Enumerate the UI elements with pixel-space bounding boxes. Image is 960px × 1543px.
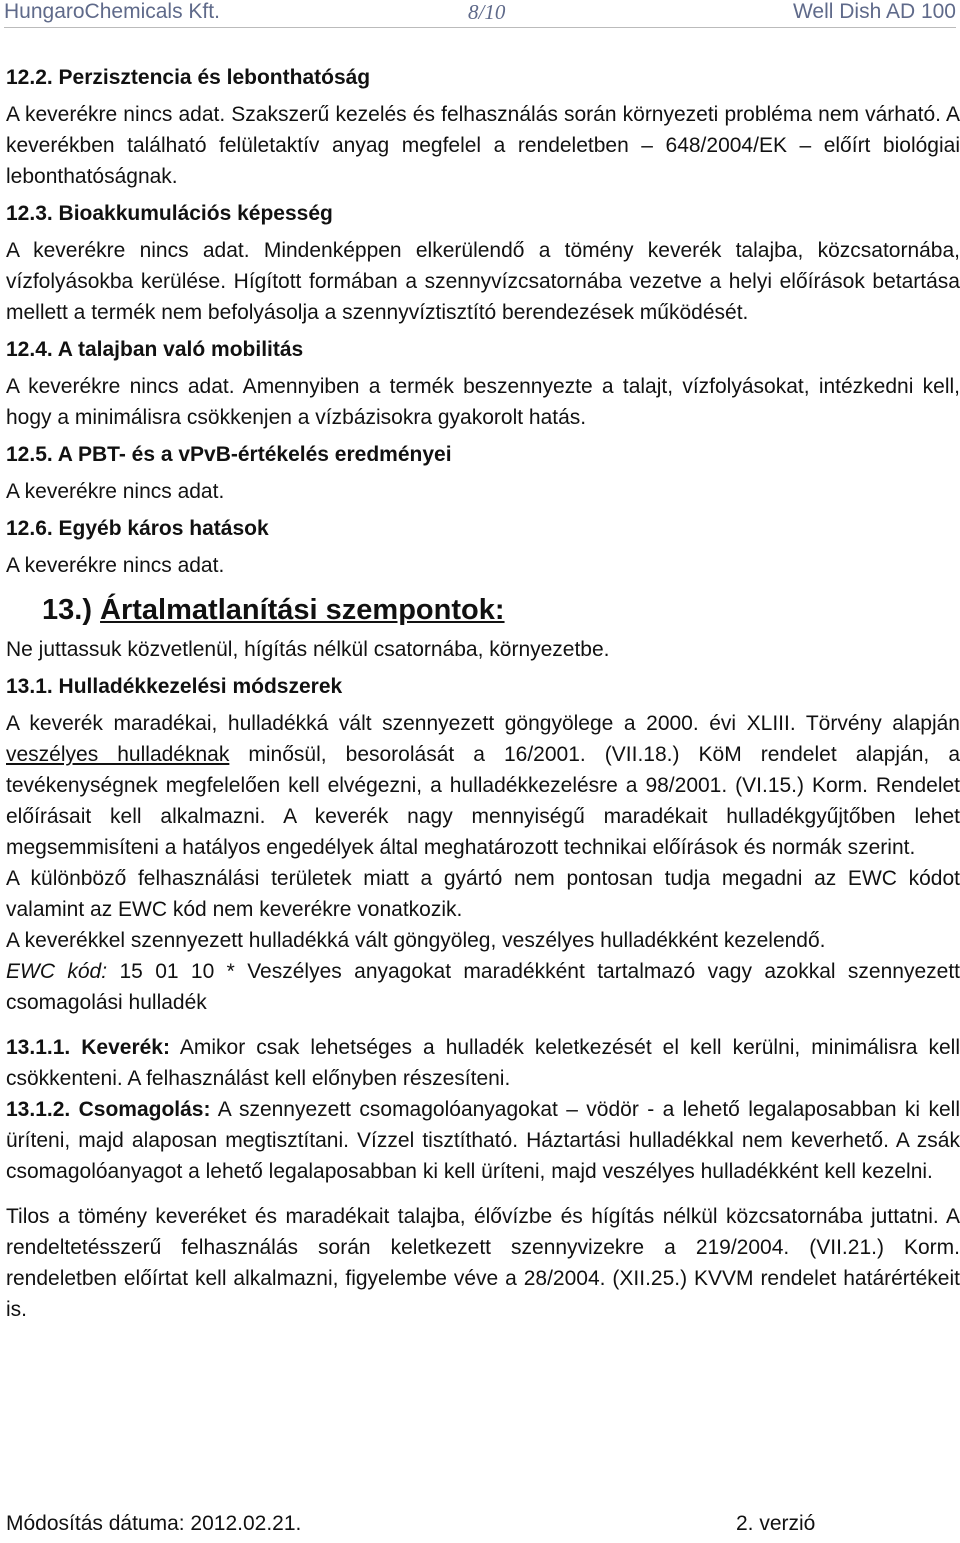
page-number: 8/10 <box>468 0 506 24</box>
section-12-5-title: 12.5. A PBT- és a vPvB-értékelés eredményei <box>6 443 452 466</box>
section-12-3-title: 12.3. Bioakkumulációs képesség <box>6 202 333 225</box>
final-paragraph: Tilos a tömény keveréket és maradékait talajba, élővízbe és hígítás nélkül közcsatornába juttatni. A rendeltetésszerű felhasználás során keletkezett szennyvizekre a 219/2004. (VII.21.) Korm. rendeletben előírtat kell alkalmazni, figyelembe véve a 28/2004. (XII.25.) KVVM rendelet határértékeit is. <box>6 1205 960 1321</box>
k-number: 13.1.1. <box>6 1036 82 1059</box>
document-body <box>6 56 960 1325</box>
product-name: Well Dish AD 100 <box>792 0 956 23</box>
version: 2. verzió <box>736 1512 816 1535</box>
c-number: 13.1.2. <box>6 1098 79 1121</box>
section-12-3-text: A keverékre nincs adat. Mindenképpen elkerülendő a tömény keverék talajba, közcsatornába, vízfolyásokba kerülése. Hígított formában a szennyvízcsatornába vezetve a helyi előírások betartása mellett a termék nem befolyásolja a szennyvíztisztító berendezések működését. <box>6 239 960 324</box>
spacer <box>6 1187 960 1201</box>
c-text: A szennyezett csomagolóanyagokat – vödör - a lehető legalaposabban ki kell üríteni, majd alaposan megtisztítani. Vízzel tisztítható. Háztartási hulladékkal nem keverhető. A zsák csomagolóanyagot a lehető legalaposabban ki kell üríteni, majd veszélyes hulladékként kell kezelni. <box>6 1098 960 1183</box>
section-12-6-text: A keverékre nincs adat. <box>6 554 225 577</box>
header-divider <box>4 27 956 28</box>
section-13-number: 13.) <box>42 594 92 626</box>
ewc-text: 15 01 10 * Veszélyes anyagokat maradékként tartalmazó vagy azokkal szennyezett csomagolási hulladék <box>6 960 960 1014</box>
p1-underlined: veszélyes hulladéknak <box>6 743 230 766</box>
section-13-1-2 <box>6 1094 960 1187</box>
section-13-1-paragraph-2: A különböző felhasználási területek miatt a gyártó nem pontosan tudja megadni az EWC kódot valamint az EWC kód nem keverékre vonatkozik. <box>6 867 960 921</box>
section-12-2-title: 12.2. Perzisztencia és lebonthatóság <box>6 66 371 89</box>
section-12-6-title: 12.6. Egyéb káros hatások <box>6 517 269 540</box>
ewc-label: EWC kód: <box>6 960 108 983</box>
section-13-1-title: 13.1. Hulladékkezelési módszerek <box>6 675 343 698</box>
p1-text-b: minősül, besorolását a 16/2001. (VII.18.) KöM rendelet alapján, a tevékenységnek megfelelően kell elvégezni, a hulladékkezelésre a 98/2001. (VI.15.) Korm. Rendelet előírásait kell alkalmazni. A keverék nagy mennyiségű maradékait hulladékgyűjtőben lehet megsemmisíteni a hatályos engedélyek által meghatározott technikai előírások és normák szerint. <box>6 743 960 859</box>
p1-text-a: A keverék maradékai, hulladékká vált szennyezett göngyölege a 2000. évi XLIII. Törvény alapján <box>6 712 960 735</box>
section-13-heading <box>6 595 960 626</box>
section-12-4-text: A keverékre nincs adat. Amennyiben a termék beszennyezte a talajt, vízfolyásokat, intézkedni kell, hogy a minimálisra csökkenjen a vízbázisokra gyakorolt hatás. <box>6 375 960 429</box>
section-13-title: Ártalmatlanítási szempontok: <box>100 594 505 626</box>
section-13-1-paragraph-3: A keverékkel szennyezett hulladékká vált göngyöleg, veszélyes hulladékként kezelendő. <box>6 929 826 952</box>
modification-date: Módosítás dátuma: 2012.02.21. <box>6 1512 302 1535</box>
k-text: Amikor csak lehetséges a hulladék keletkezését el kell kerülni, minimálisra kell csökkenteni. A felhasználást kell előnyben részesíteni. <box>6 1036 960 1090</box>
spacer <box>6 1018 960 1032</box>
section-13-intro: Ne juttassuk közvetlenül, hígítás nélkül csatornába, környezetbe. <box>6 638 610 661</box>
k-label: Keverék: <box>81 1036 170 1059</box>
section-12-4-title: 12.4. A talajban való mobilitás <box>6 338 304 361</box>
section-12-2-text: A keverékre nincs adat. Szakszerű kezelés és felhasználás során környezeti probléma nem várható. A keverékben található felületaktív anyag megfelel a rendeletben – 648/2004/EK – előírt biológiai lebonthatóságnak. <box>6 103 960 188</box>
c-label: Csomagolás: <box>78 1098 211 1121</box>
ewc-code-paragraph <box>6 956 960 1018</box>
company-name: HungaroChemicals Kft. <box>4 0 220 23</box>
page-header <box>4 0 956 24</box>
section-13-1-1 <box>6 1032 960 1094</box>
section-12-5-text: A keverékre nincs adat. <box>6 480 225 503</box>
section-13-1-paragraph-1 <box>6 708 960 863</box>
